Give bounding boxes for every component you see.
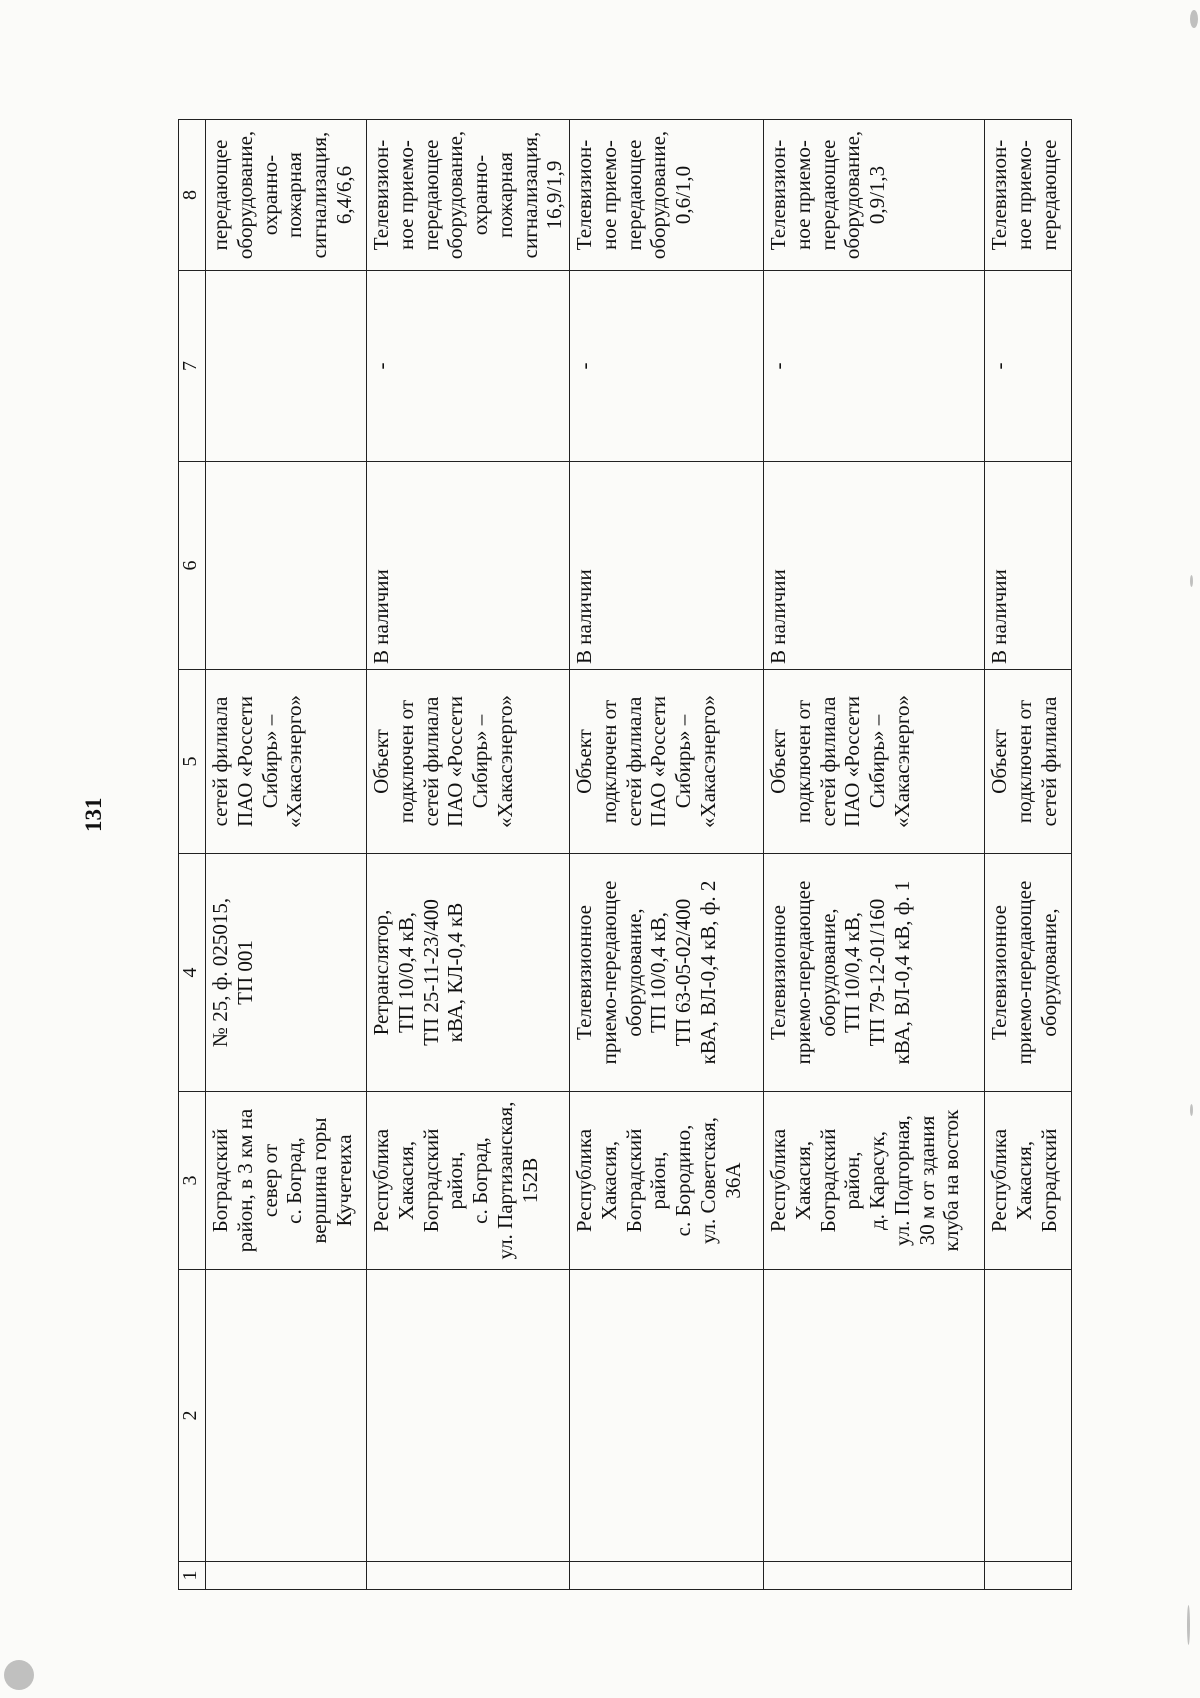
cell-load: Телевизион- ное приемо- передающее оборудование, 0,9/1,3 [764, 120, 985, 271]
cell-number [985, 1562, 1072, 1590]
cell-load: Телевизион- ное приемо- передающее оборудование, 0,6/1,0 [570, 120, 764, 271]
cell-availability: В наличии [367, 462, 570, 670]
cell-availability: В наличии [985, 462, 1072, 670]
col-header-4: 4 [179, 854, 206, 1092]
col-header-2: 2 [179, 1270, 206, 1562]
cell-availability [206, 462, 367, 670]
cell-equipment: Ретранслятор, ТП 10/0,4 кВ, ТП 25-11-23/400 кВА, КЛ-0,4 кВ [367, 854, 570, 1092]
col-header-8: 8 [179, 120, 206, 271]
col-header-3: 3 [179, 1092, 206, 1270]
cell-col7: - [764, 271, 985, 462]
cell-name [570, 1270, 764, 1562]
data-table [178, 119, 1072, 1590]
cell-equipment: Телевизионное приемо-передающее оборудование, ТП 10/0,4 кВ, ТП 79-12-01/160 кВА, ВЛ-0,4 кВ, ф. 1 [764, 854, 985, 1092]
cell-address: Боградский район, в 3 км на север от с. Боград, вершина горы Кучетеиха [206, 1092, 367, 1270]
cell-load: Телевизион- ное приемо- передающее оборудование, охранно- пожарная сигнализация, 16,9/1,9 [367, 120, 570, 271]
table-row [367, 120, 570, 1590]
cell-address: Республика Хакасия, Боградский район, с. Бородино, ул. Советская, 36А [570, 1092, 764, 1270]
table-row [206, 120, 367, 1590]
header-row [179, 120, 206, 1590]
cell-availability: В наличии [570, 462, 764, 670]
cell-address: Республика Хакасия, Боградский [985, 1092, 1072, 1270]
cell-connection: Объект подключен от сетей филиала [985, 670, 1072, 854]
cell-col7: - [985, 271, 1072, 462]
cell-equipment: № 25, ф. 025015, ТП 001 [206, 854, 367, 1092]
cell-name [367, 1270, 570, 1562]
cell-connection: Объект подключен от сетей филиала ПАО «Россети Сибирь» – «Хакасэнерго» [764, 670, 985, 854]
scan-speck [1187, 1605, 1190, 1645]
cell-number [570, 1562, 764, 1590]
page-number: 131 [81, 797, 106, 832]
cell-col7: - [570, 271, 764, 462]
cell-load: передающее оборудование, охранно- пожарная сигнализация, 6,4/6,6 [206, 120, 367, 271]
cell-equipment: Телевизионное приемо-передающее оборудование, [985, 854, 1072, 1092]
cell-name [206, 1270, 367, 1562]
col-header-1: 1 [179, 1562, 206, 1590]
cell-equipment: Телевизионное приемо-передающее оборудование, ТП 10/0,4 кВ, ТП 63-05-02/400 кВА, ВЛ-0,4 кВ, ф. 2 [570, 854, 764, 1092]
cell-connection: Объект подключен от сетей филиала ПАО «Россети Сибирь» – «Хакасэнерго» [570, 670, 764, 854]
cell-address: Республика Хакасия, Боградский район, д. Карасук, ул. Подгорная, 30 м от здания клуба на восток [764, 1092, 985, 1270]
cell-name [985, 1270, 1072, 1562]
cell-number [764, 1562, 985, 1590]
scan-speck [1190, 1104, 1193, 1116]
cell-number [206, 1562, 367, 1590]
cell-availability: В наличии [764, 462, 985, 670]
cell-number [367, 1562, 570, 1590]
scan-speck [4, 1660, 34, 1690]
rotated-table-container [178, 120, 1070, 1590]
scan-speck [1190, 575, 1193, 587]
col-header-6: 6 [179, 462, 206, 670]
cell-address: Республика Хакасия, Боградский район, с. Боград, ул. Партизанская, 152В [367, 1092, 570, 1270]
table-row [570, 120, 764, 1590]
cell-load: Телевизион- ное приемо- передающее [985, 120, 1072, 271]
col-header-7: 7 [179, 271, 206, 462]
cell-col7: - [367, 271, 570, 462]
cell-connection: Объект подключен от сетей филиала ПАО «Россети Сибирь» – «Хакасэнерго» [367, 670, 570, 854]
scan-speck [1190, 10, 1198, 28]
cell-name [764, 1270, 985, 1562]
col-header-5: 5 [179, 670, 206, 854]
table-row [764, 120, 985, 1590]
table-row [985, 120, 1072, 1590]
cell-connection: сетей филиала ПАО «Россети Сибирь» – «Хакасэнерго» [206, 670, 367, 854]
cell-col7 [206, 271, 367, 462]
